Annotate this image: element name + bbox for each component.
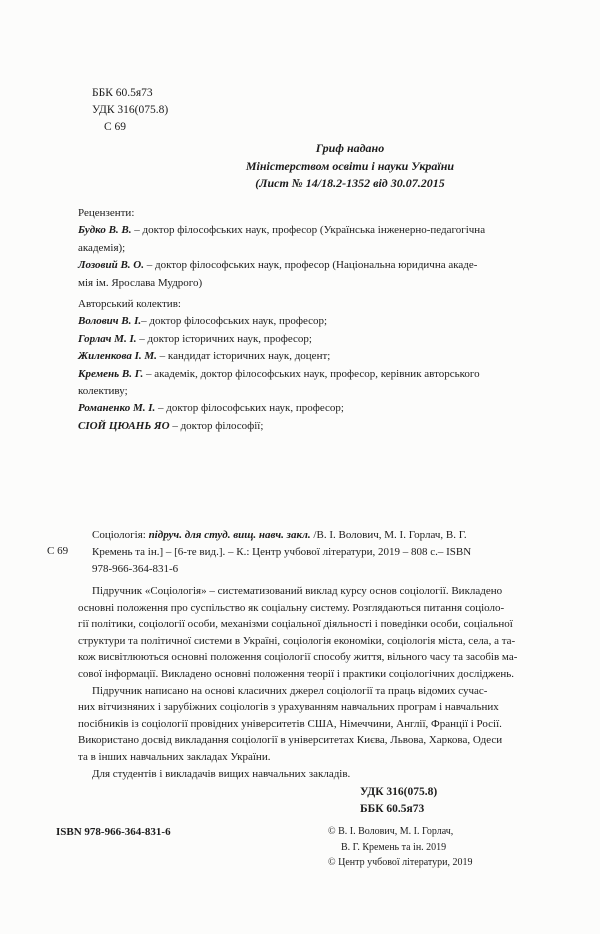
author-1-text: – доктор філософських наук, професор; [141, 315, 328, 328]
author-3 [78, 348, 558, 365]
reviewer-1-text: – доктор філософських наук, професор (Українська інженерно-педагогічна [131, 224, 486, 237]
bib-part-2: /В. І. Волович, М. І. Горлач, В. Г. [310, 529, 467, 541]
abstract-p1-line-6: сової інформації. Викладено основні положення теорії і практики соціологічних досліджень. [78, 667, 515, 680]
reviewers-heading: Рецензенти: [78, 207, 135, 219]
footer-udk: УДК 316(075.8) [360, 786, 438, 798]
author-2-text: – доктор історичних наук, професор; [136, 332, 312, 345]
bib-title: підруч. для студ. вищ. навч. закл. [148, 529, 311, 541]
reviewer-1-cont: академія); [78, 241, 126, 254]
grif-line-1: Гриф надано [315, 141, 385, 155]
bib-line-3: 978-966-364-831-6 [92, 563, 179, 575]
bib-side-code: С 69 [47, 545, 69, 557]
authors-section [78, 296, 558, 435]
author-6-name: СІОЙ ЦЮАНЬ ЯО [78, 419, 170, 432]
abstract [78, 583, 558, 782]
author-6 [78, 418, 558, 435]
copyright-line-2: В. Г. Кремень та ін. 2019 [341, 841, 447, 853]
author-4-text: – академік, доктор філософських наук, професор, керівник авторського [143, 367, 480, 380]
grif-line-3: (Лист № 14/18.2-1352 від 30.07.2015 [255, 176, 445, 190]
author-sign-code: С 69 [104, 121, 127, 133]
author-1 [78, 313, 558, 330]
ministry-approval [150, 140, 550, 193]
copyright-line-3: © Центр учбової літератури, 2019 [328, 857, 473, 868]
author-5-text: – доктор філософських наук, професор; [155, 402, 344, 415]
reviewer-2-cont: мія ім. Ярослава Мудрого) [78, 276, 203, 289]
abstract-p2-line-4: Використано досвід викладання соціології в університетах Києва, Львова, Харкова, Одеси [78, 734, 503, 747]
bibliographic-record [92, 527, 558, 578]
author-3-name: Жиленкова І. М. [78, 350, 157, 363]
author-5 [78, 400, 558, 417]
author-5-name: Романенко М. І. [78, 402, 156, 415]
abstract-p2-line-1: Підручник написано на основі класичних джерел соціології та праць відомих сучас- [92, 684, 488, 697]
copyright-notice [328, 824, 473, 871]
classification-codes [92, 85, 168, 136]
udk-code: УДК 316(075.8) [92, 104, 169, 116]
abstract-p2-line-3: посібників із соціології провідних університетів США, Німеччини, Англії, Франції і Росії. [78, 717, 502, 730]
abstract-p1-line-1: Підручник «Соціологія» – систематизований виклад курсу основ соціології. Викладено [92, 585, 503, 597]
abstract-p1-line-5: кож висвітлюються основні положення соціології способу життя, вільного часу та засобів ма- [78, 651, 518, 664]
author-4 [78, 366, 558, 383]
abstract-p2-line-5: та в інших навчальних закладах України. [78, 750, 271, 763]
author-2 [78, 331, 558, 348]
reviewer-2-text: – доктор філософських наук, професор (Національна юридична акаде- [143, 259, 478, 272]
abstract-p2-line-2: них вітчизняних і зарубіжних соціологів з урахуванням навчальних програм і навчальних [78, 701, 499, 714]
reviewer-2 [78, 257, 558, 274]
author-4-cont: колективу; [78, 385, 128, 398]
abstract-p1-line-3: гії політики, соціології особи, механізми соціальної діяльності і поведінки особи, соціальної [78, 618, 513, 631]
bib-part-1: Соціологія: [92, 529, 149, 541]
author-4-name: Кремень В. Г. [78, 367, 144, 380]
abstract-paragraph-2 [78, 683, 558, 766]
reviewer-2-name: Лозовий В. О. [78, 259, 144, 272]
author-1-name: Волович В. І. [78, 315, 142, 328]
reviewer-1 [78, 222, 558, 239]
grif-line-2: Міністерством освіти і науки України [245, 158, 455, 173]
author-2-name: Горлач М. І. [78, 332, 137, 345]
reviewer-1-name: Будко В. В. [78, 224, 132, 237]
footer-codes [360, 784, 437, 818]
copyright-line-1: © В. І. Волович, М. І. Горлач, [328, 826, 454, 837]
isbn: ISBN 978-966-364-831-6 [56, 826, 171, 838]
abstract-p1-line-2: основні положення про суспільство як соціальну систему. Розглядаються питання соціоло- [78, 601, 505, 614]
bbk-code: ББК 60.5я73 [92, 87, 153, 99]
bib-line-1 [92, 527, 558, 544]
bib-line-2: Кремень та ін.] – [6-те вид.]. – К.: Центр учбової літератури, 2019 – 808 с.– ISBN [92, 546, 472, 558]
author-3-text: – кандидат історичних наук, доцент; [156, 350, 331, 363]
abstract-paragraph-1 [78, 583, 558, 683]
abstract-p3-line: Для студентів і викладачів вищих навчальних закладів. [92, 767, 351, 780]
authors-heading: Авторський колектив: [78, 298, 181, 310]
abstract-paragraph-3 [78, 766, 558, 783]
footer-bbk: ББК 60.5я73 [360, 803, 425, 815]
abstract-p1-line-4: структури та політичної системи в Україні, соціологія економіки, соціологія міста, села, а та- [78, 634, 516, 647]
reviewers-section [78, 205, 558, 292]
author-6-text: – доктор філософії; [169, 419, 264, 432]
